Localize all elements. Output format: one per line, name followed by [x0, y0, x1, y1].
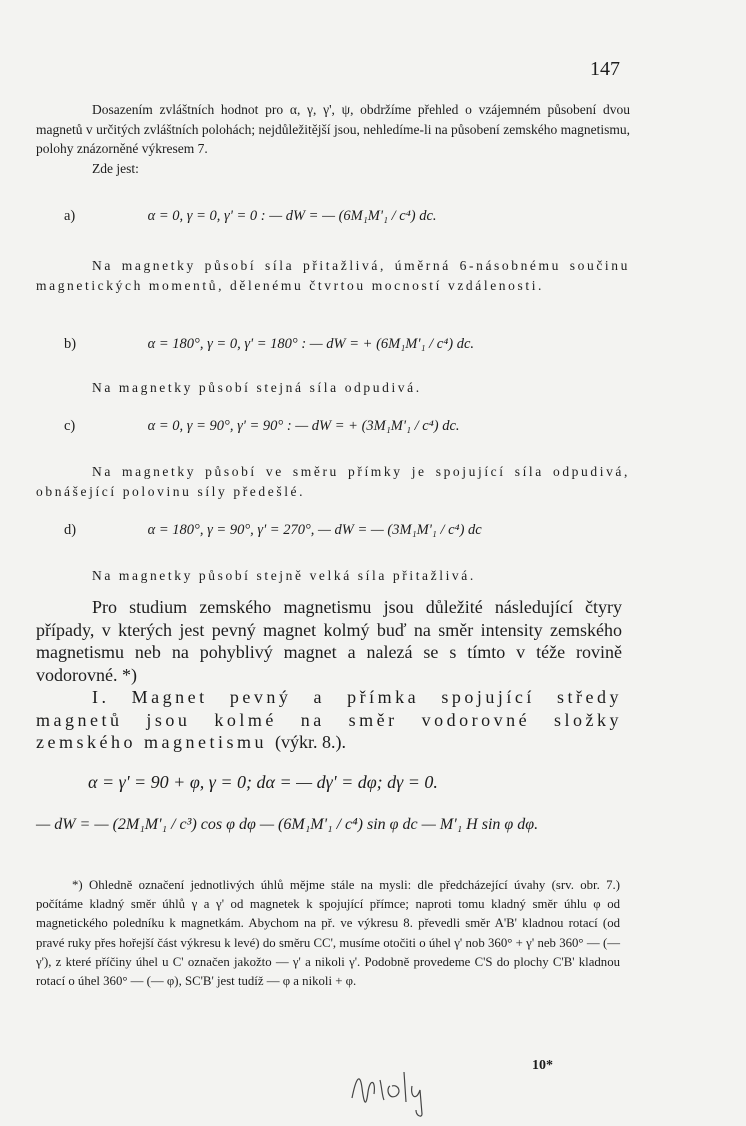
case-b	[64, 336, 474, 353]
equation-2: — dW = — (2M₁M'₁ / c³) cos φ dφ — (6M₁M'₁ / c⁴) sin φ dc — M'₁ H sin φ dφ.	[36, 816, 539, 833]
case-formula: α = 0, γ = 90°, γ' = 90° : — dW = + (3M₁M'₁ / c⁴) dc.	[147, 418, 460, 434]
main-text	[36, 596, 622, 754]
main-paragraph: Pro studium zemského magnetismu jsou důležité následující čtyry případy, v kterých jest pevný magnet kolmý buď na směr intensity zemského magnetismu neb na pohyblivý magnet a nalezá se s tímto v téže rovině vodorovné. *)	[36, 597, 622, 685]
case-c-note	[36, 462, 630, 502]
case-label: b)	[64, 336, 77, 352]
case-a	[64, 208, 437, 225]
signature-mark: 10*	[532, 1058, 553, 1073]
case-label: a)	[64, 208, 76, 224]
footnote	[36, 876, 620, 991]
case-note: Na magnetky působí stejná síla odpudivá.	[92, 380, 422, 395]
case-c	[64, 418, 460, 435]
case-label: d)	[64, 522, 77, 538]
case-formula: α = 180°, γ = 0, γ' = 180° : — dW = + (6M₁M'₁ / c⁴) dc.	[147, 336, 475, 352]
case-d	[64, 522, 482, 539]
case-b-note	[36, 378, 630, 398]
section-ref: (výkr. 8.).	[274, 732, 346, 752]
section-heading	[36, 686, 622, 754]
case-note: Na magnetky působí ve směru přímky je spojující síla odpudivá, obnášející polovinu síly předešlé.	[36, 464, 630, 499]
case-d-note	[36, 566, 630, 586]
case-formula: α = 0, γ = 0, γ' = 0 : — dW = — (6M₁M'₁ / c⁴) dc.	[147, 208, 437, 224]
case-label: c)	[64, 418, 76, 434]
intro-paragraph: Dosazením zvláštních hodnot pro α, γ, γ', ψ, obdržíme přehled o vzájemném působení dvou magnetů v určitých zvláštních polohách; nejdůležitější jsou, nehledíme-li na působení zemského magnetismu, polohy znázorněné výkresem 7.	[36, 102, 630, 156]
page-number: 147	[590, 58, 620, 80]
case-note: Na magnetky působí síla přitažlivá, úměrná 6-násobnému součinu magnetických momentů, dělenému čtvrtou mocností vzdálenosti.	[36, 258, 630, 293]
case-note: Na magnetky působí stejně velká síla přitažlivá.	[92, 568, 476, 583]
case-a-note	[36, 256, 630, 296]
handwritten-annotation	[346, 1058, 446, 1118]
intro-block	[36, 100, 630, 178]
zde-jest: Zde jest:	[92, 160, 139, 176]
footnote-text: *) Ohledně označení jednotlivých úhlů mějme stále na mysli: dle předcházející úvahy (srv. obr. 7.) počítáme kladný směr úhlů γ a γ' od magnetek k spojující přímce; naproti tomu kladný směr úhlu φ od magnetického poledníku k magnetkám. Abychom na př. ve výkresu 8. převedli směr A'B' kladnou rotací (od pravé ruky přes hořejší část výkresu k levé) do směru CC', musíme otočiti o úhel γ' nob 360° + γ' neb 360° — (— γ'), z které příčiny úhel u C' označen jakožto — γ' a nikoli γ'. Podobně provedeme C'S do plochy C'B' kladnou rotací o úhel 360° — (— φ), SC'B' jest tudíž — φ a nikoli + φ.	[36, 878, 620, 989]
section-heading-text: I. Magnet pevný a přímka spojující středy magnetů jsou kolmé na směr vodorovné složky zemského magnetismu	[36, 687, 622, 752]
case-formula: α = 180°, γ = 90°, γ' = 270°, — dW = — (3M₁M'₁ / c⁴) dc	[147, 522, 482, 538]
equation-1: α = γ' = 90 + φ, γ = 0; dα = — dγ' = dφ; dγ = 0.	[88, 772, 438, 792]
